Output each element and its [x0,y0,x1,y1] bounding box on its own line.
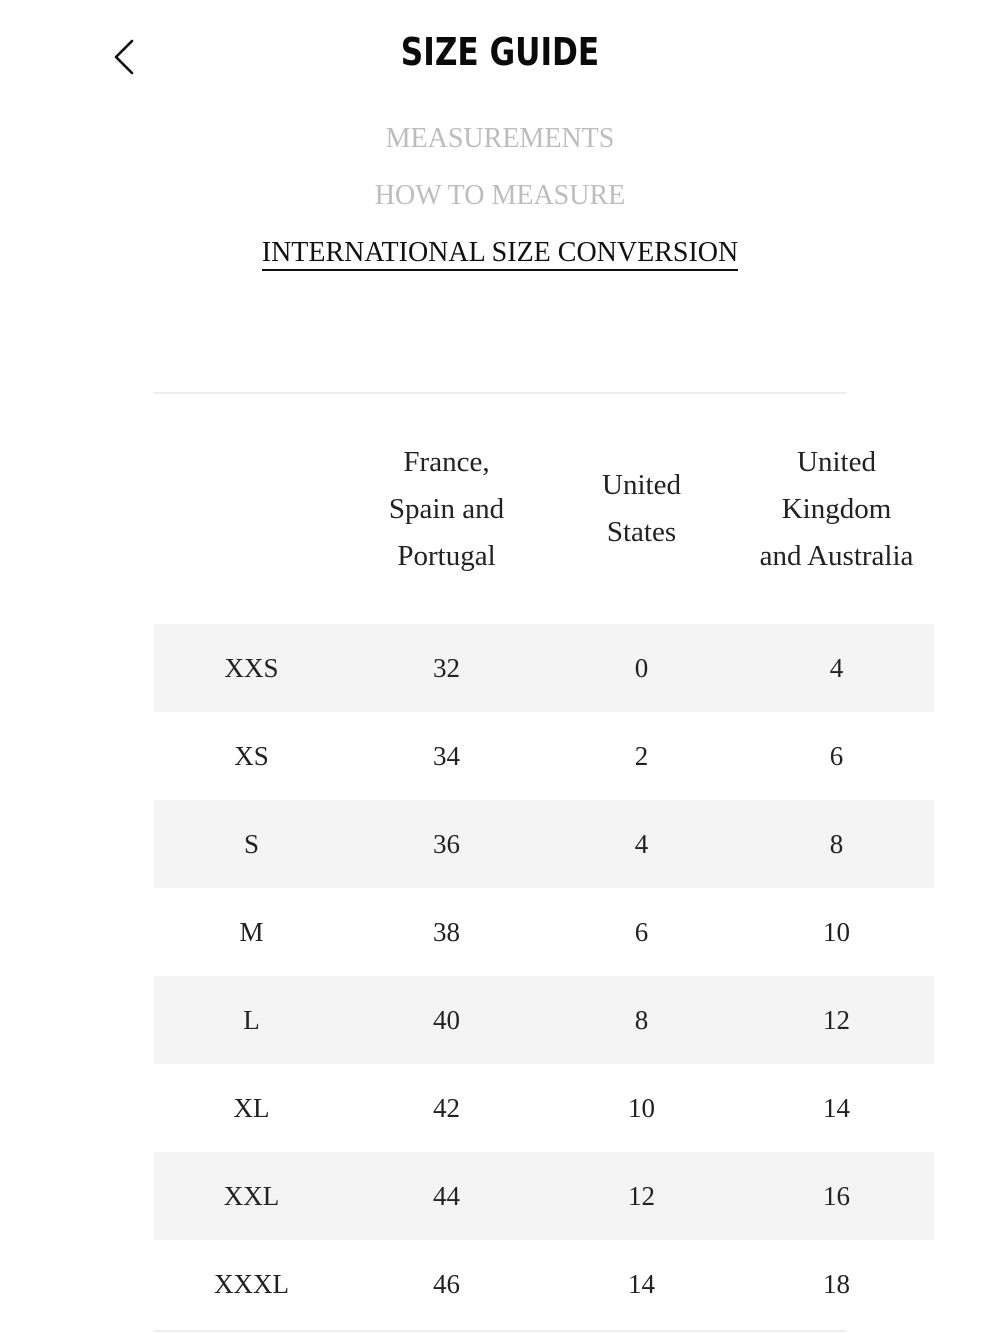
table-row [154,976,934,1064]
table-cell: 44 [349,1152,544,1240]
table-cell: 6 [739,712,934,800]
table-row [154,888,934,976]
table-cell: 40 [349,976,544,1064]
table-cell: 14 [544,1240,739,1328]
table-row [154,712,934,800]
table-cell: 2 [544,712,739,800]
tab-measurements[interactable]: MEASUREMENTS [385,123,615,154]
table-cell: 46 [349,1240,544,1328]
size-conversion-table-scroll[interactable] [154,392,914,1333]
table-cell: 32 [349,624,544,712]
size-conversion-table [154,394,934,1328]
table-bottom-divider [154,1330,846,1332]
column-header: United States [602,469,681,548]
table-cell: XXS [154,624,349,712]
table-cell: 12 [739,976,934,1064]
column-header: France, Spain and Portugal [388,445,505,572]
column-header [154,394,349,624]
table-cell: 12 [544,1152,739,1240]
tab-international-size-conversion[interactable] [0,232,1000,289]
table-cell: 42 [349,1064,544,1152]
page-title: SIZE GUIDE [400,30,600,74]
table-row [154,800,934,888]
table-cell: 34 [349,712,544,800]
table-cell: 8 [544,976,739,1064]
table-row [154,624,934,712]
table-row [154,1152,934,1240]
table-cell: 10 [739,888,934,976]
table-cell: 14 [739,1064,934,1152]
size-guide-tabs [0,118,1000,289]
table-cell: 4 [544,800,739,888]
table-header-row [154,394,934,624]
table-cell: 0 [544,624,739,712]
table-cell: XXL [154,1152,349,1240]
table-cell: XS [154,712,349,800]
tab-label: INTERNATIONAL SIZE CONVERSION [262,237,738,271]
tab-how-to-measure[interactable]: HOW TO MEASURE [374,180,626,211]
table-cell: XXXL [154,1240,349,1328]
table-cell: 36 [349,800,544,888]
table-cell: L [154,976,349,1064]
table-cell: 10 [544,1064,739,1152]
table-cell: XL [154,1064,349,1152]
table-row [154,1064,934,1152]
table-cell: 16 [739,1152,934,1240]
table-cell: 8 [739,800,934,888]
column-header: United Kingdom and Australia [759,445,914,572]
table-cell: M [154,888,349,976]
table-cell: 18 [739,1240,934,1328]
table-cell: 4 [739,624,934,712]
table-cell: S [154,800,349,888]
header [0,0,1000,110]
table-row [154,1240,934,1328]
table-cell: 6 [544,888,739,976]
table-cell: 38 [349,888,544,976]
